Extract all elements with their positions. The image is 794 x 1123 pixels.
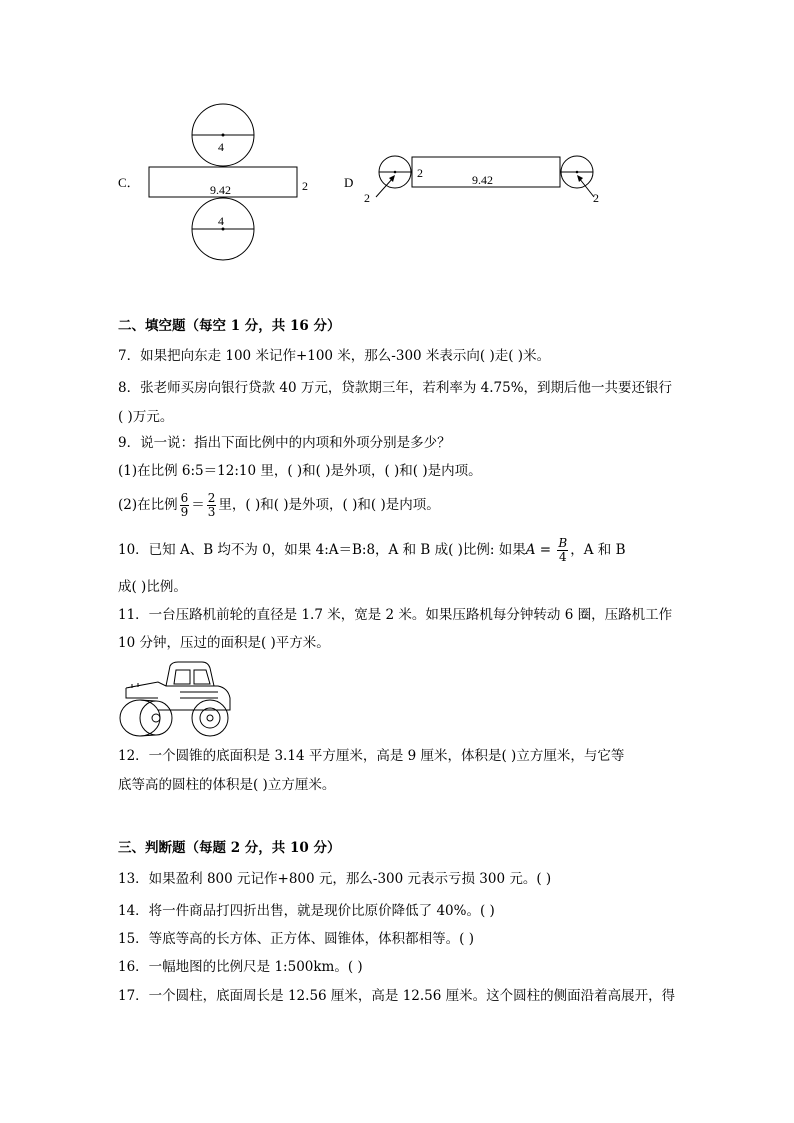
q9-2-frac1-numerator: 6 (180, 491, 189, 505)
question-12-line2: 底等高的圆柱的体积是( )立方厘米。 (118, 777, 336, 793)
question-10-line2: 成( )比例。 (118, 579, 187, 595)
d-right-label: 2 (593, 191, 599, 205)
q9-2-frac1-denominator: 9 (180, 505, 189, 519)
section3-title: 三、判断题（每题 2 分，共 10 分） (118, 840, 341, 856)
question-11-line1: 11．一台压路机前轮的直径是 1.7 米，宽是 2 米。如果压路机每分钟转动 6 圈，压路机工作 (118, 607, 673, 623)
q9-2-frac2-numerator: 2 (207, 491, 216, 505)
option-d-label: D (344, 175, 354, 190)
option-c-label: C． (118, 175, 140, 190)
question-9-1: (1)在比例 6:5＝12:10 里，( )和( )是外项，( )和( )是内项。 (118, 463, 482, 479)
q10-frac-denominator: 4 (559, 550, 567, 564)
q9-2-frac2-denominator: 3 (207, 505, 216, 519)
d-left-center-dot (394, 171, 397, 174)
d-left-label: 2 (364, 191, 370, 205)
d-right-center-dot (576, 171, 579, 174)
question-16: 16．一幅地图的比例尺是 1:500km。( ) (118, 959, 363, 975)
q9-2-fraction-2 (207, 492, 217, 519)
q10-frac-numerator: B (558, 536, 568, 550)
q10-variable-a: A (525, 542, 536, 558)
question-10-line1 (118, 537, 626, 564)
section2-title: 二、填空题（每空 1 分，共 16 分） (118, 318, 341, 334)
question-14: 14．将一件商品打四折出售，就是现价比原价降低了 40%。( ) (118, 903, 495, 919)
question-12-line1: 12．一个圆锥的底面积是 3.14 平方厘米，高是 9 厘米，体积是( )立方厘米，与它等 (118, 748, 625, 764)
q10-fraction (557, 537, 568, 564)
question-15: 15．等底等高的长方体、正方体、圆锥体，体积都相等。( ) (118, 931, 475, 947)
q9-2-equals: ＝ (191, 497, 205, 513)
d-rect-length-label: 9.42 (472, 173, 493, 187)
c-bottom-diameter-label: 4 (218, 214, 224, 228)
d-right-arrowhead (577, 175, 583, 182)
question-13: 13．如果盈利 800 元记作+800 元，那么-300 元表示亏损 300 元。( ) (118, 871, 552, 887)
question-8-line2: ( )万元。 (118, 409, 174, 425)
q9-2-fraction-1 (180, 492, 190, 519)
question-8-line1: 8．张老师买房向银行贷款 40 万元，贷款期三年，若利率为 4.75%，到期后他一共要还银行 (118, 380, 673, 396)
question-9-2 (118, 492, 440, 519)
question-17: 17．一个圆柱，底面周长是 12.56 厘米，高是 12.56 厘米。这个圆柱的侧面沿着高展开，得 (118, 988, 676, 1004)
q10-equals: = (535, 542, 556, 558)
cylinder-net-figures (110, 95, 610, 270)
question-11-line2: 10 分钟，压过的面积是( )平方米。 (118, 635, 330, 651)
q9-2-prefix: (2)在比例 (118, 497, 178, 513)
d-rect-height-label: 2 (417, 166, 423, 180)
q10-suffix: ，A 和 B (570, 542, 626, 558)
c-top-center-dot (222, 134, 225, 137)
road-roller-illustration (118, 658, 236, 738)
q10-prefix: 10．已知 A、B 均不为 0，如果 4:A＝B:8，A 和 B 成( )比例: 如果 (118, 542, 526, 558)
q9-2-suffix: 里，( )和( )是外项，( )和( )是内项。 (218, 497, 440, 513)
c-rect-height-label: 2 (302, 179, 308, 193)
question-7: 7．如果把向东走 100 米记作+100 米，那么-300 米表示向( )走( )米。 (118, 348, 551, 364)
c-rect-length-label: 9.42 (210, 183, 231, 197)
c-top-diameter-label: 4 (218, 140, 224, 154)
question-9: 9．说一说：指出下面比例中的内项和外项分别是多少？ (118, 435, 451, 451)
